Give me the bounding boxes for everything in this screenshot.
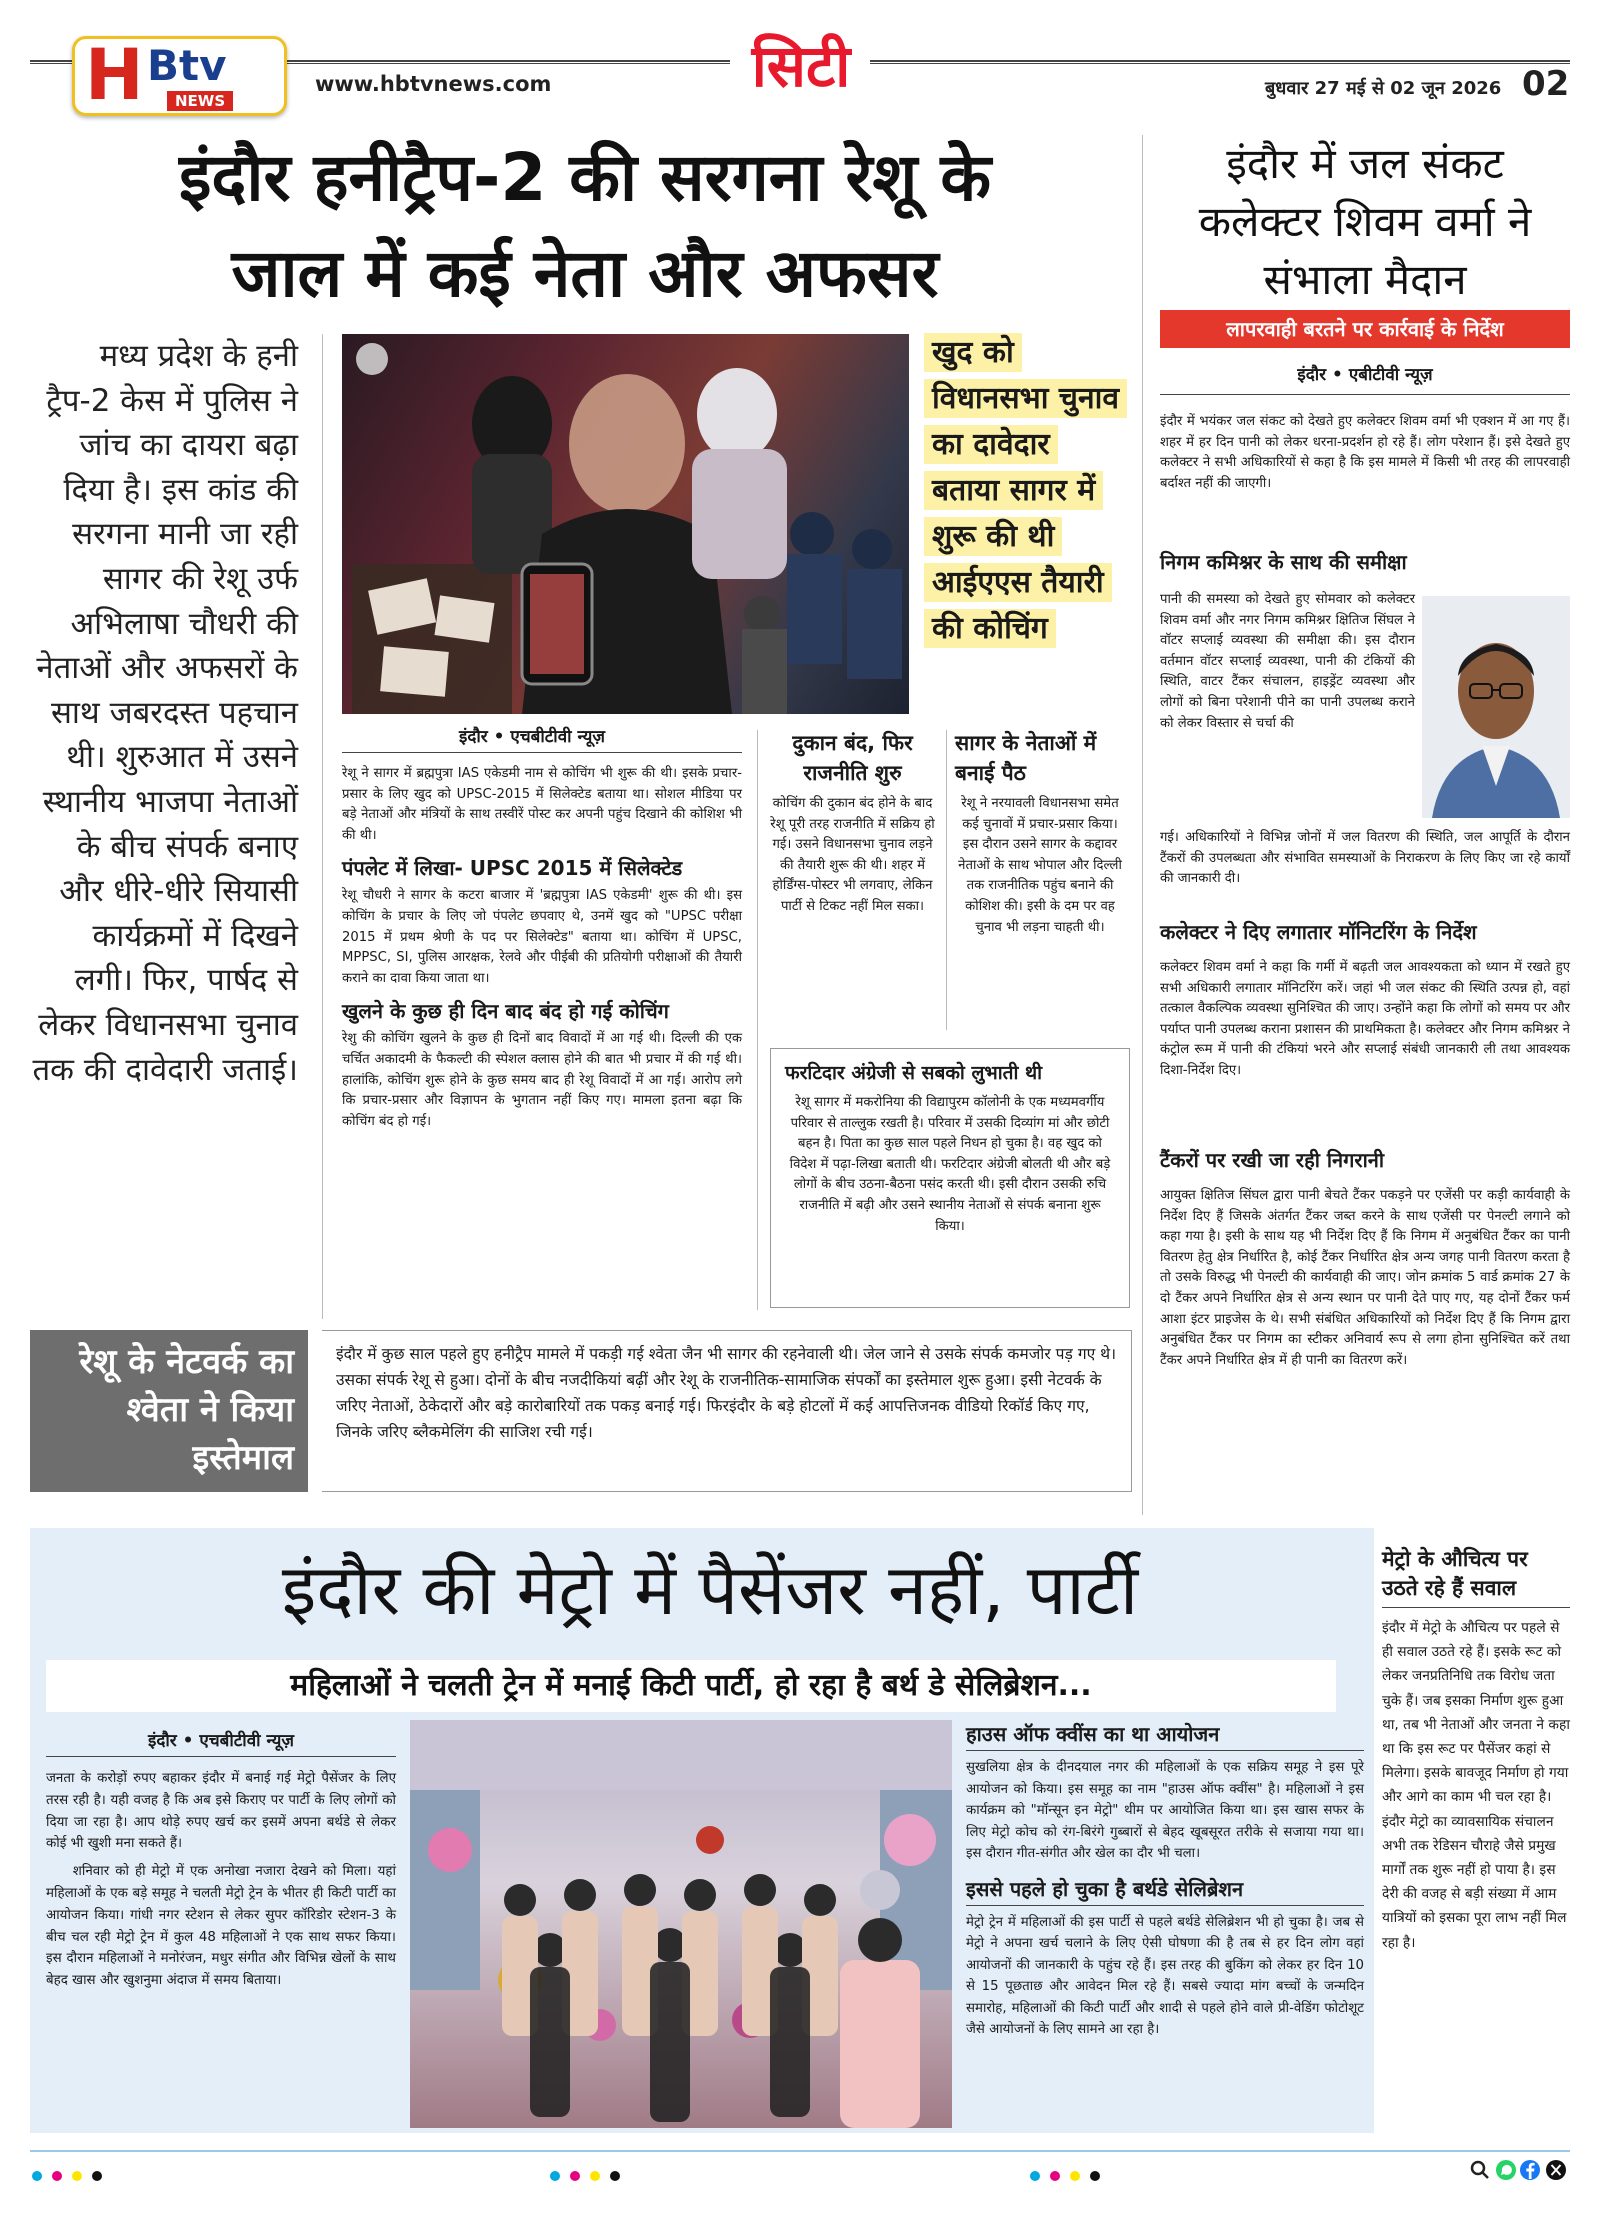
metro-para4: मेट्रो ट्रेन में महिलाओं की इस पार्टी से पहले बर्थडे सेलिब्रेशन भी हो चुका है। जब से मेट्रो ने अपना खर्च चलाने के लिए ऐसी घोषणा की है तब से हर दिन लोग वहां आयोजनों की जानकारी के पहुंच रहे हैं। इस तरह की बुकिंग को लेकर हर दिन 10 से 15 पूछताछ और आवेदन मिल रहे हैं। सबसे ज्यादा मांग बच्चों के जन्मदिन समारोह, महिलाओं की किटी पार्टी और शादी से पहले होने वाले प्री-वेडिंग फोटोशूट जैसे आयोजनों के लिए सामने आ रहा है। [966, 1914, 1364, 2037]
magenta-dot [1050, 2171, 1060, 2181]
yellow-dot [590, 2171, 600, 2181]
metro-para2: शनिवार को ही मेट्रो में एक अनोखा नजारा देखने को मिला। यहां महिलाओं के एक बड़े समूह ने चलती मेट्रो ट्रेन के भीतर ही किटी पार्टी का आयोजन किया। गांधी नगर स्टेशन से लेकर सुपर कॉरिडोर स्टेशन-3 के बीच चल रही मेट्रो ट्रेन में कुल 48 महिलाओं ने एक साथ सफर किया। इस दौरान महिलाओं ने मनोरंजन, मधुर संगीत और विभिन्न खेलों के साथ बेहद खास और खुशनुमा अंदाज में समय बिताया। [46, 1864, 396, 1989]
cyan-dot [1030, 2171, 1040, 2181]
metro-sub2-rule [966, 1905, 1364, 1906]
lead-col3 [955, 728, 1125, 938]
divider-col1 [757, 730, 758, 1310]
network-text: इंदौर में कुछ साल पहले हुए हनीट्रैप मामले में पकड़ी गई श्वेता जैन भी सागर की रहनेवाली थी। जेल जाने से उसके संपर्क कमजोर पड़ गए थे। उसका संपर्क रेशू से हुआ। दोनों के बीच नजदीकियां बढ़ीं और रेशू के राजनीतिक-सामाजिक संपर्कों का इस्तेमाल शुरू हुआ। इसी नेटवर्क के जरिए नेताओं, ठेकेदारों और बड़े कारोबारियों तक पकड़ बनाई गई। फिरइंदौर के बड़े होटलों में कई आपत्तिजनक वीडियो रिकॉर्ड किए गए, जिनके जरिए ब्लैकमेलिंग की साजिश रची गई। [322, 1330, 1132, 1492]
lead-para3: रेशु की कोचिंग खुलने के कुछ ही दिनों बाद विवादों में आ गई थी। दिल्ली की एक चर्चित अकादमी के फैकल्टी की स्पेशल क्लास होने की बात भी प्रचार में की गई थी। हालांकि, कोचिंग शुरू होने के कुछ समय बाद ही रेशू विवादों में आ गई। आरोप लगे कि प्रचार-प्रसार और विज्ञापन के भुगतान नहीं किए गए। मामला इतना बढ़ा कि कोचिंग बंद हो गई। [342, 1031, 742, 1129]
lead-headline-line1: इंदौर हनीट्रैप-2 की सरगना रेशू के [178, 139, 992, 216]
water-sub1: निगम कमिश्नर के साथ की समीक्षा [1160, 550, 1407, 574]
yellow-dot [72, 2171, 82, 2181]
facebook-icon[interactable] [1520, 2160, 1540, 2180]
lead-para2: रेशू चौधरी ने सागर के कटरा बाजार में 'ब्रह्मपुत्रा IAS एकेडमी' शुरू की थी। इस कोचिंग के प्रचार के लिए जो पंपलेट छपवाए थे, उनमें खुद को "UPSC परीक्षा 2015 में प्रथम श्रेणी के पद पर सिलेक्टेड" बताया था। कोचिंग में UPSC, MPPSC, SI, पुलिस आरक्षक, रेलवे और पीईबी की प्रतियोगी परीक्षाओं की तैयारी कराने का दावा किया जाता था। [342, 888, 742, 986]
lead-col3-text: रेशू ने नरयावली विधानसभा समेत कई चुनावों में प्रचार-प्रसार किया। इस दौरान उसने सागर के कद्दावर नेताओं के साथ भोपाल और दिल्ली तक राजनीतिक पहुंच बनाने की कोशिश की। इसी के दम पर वह चुनाव भी लड़ना चाहती थी। [958, 796, 1122, 935]
black-dot [610, 2171, 620, 2181]
lead-headline [40, 130, 1130, 322]
lead-byline-rule [342, 752, 742, 753]
water-para2b: गई। अधिकारियों ने विभिन्न जोनों में जल वितरण की स्थिति, जल आपूर्ति के दौरान टैंकरों की उपलब्धता और संभावित समस्याओं के निराकरण के लिए किए जा रहे कार्यों की जानकारी दी। [1160, 830, 1570, 887]
metro-subhead: महिलाओं ने चलती ट्रेन में मनाई किटी पार्टी, हो रहा है बर्थ डे सेलिब्रेशन... [46, 1660, 1336, 1712]
metro-col3 [966, 1720, 1364, 2041]
section-name: सिटी [751, 32, 851, 100]
water-headline: इंदौर में जल संकट कलेक्टर शिवम वर्मा ने संभाला मैदान [1198, 139, 1532, 304]
metro-sidebar [1382, 1545, 1570, 1955]
print-marks-center-left [550, 2166, 630, 2185]
magenta-dot [52, 2171, 62, 2181]
page-number: 02 [1522, 64, 1570, 104]
water-byline-rule [1160, 394, 1570, 395]
lead-body-col1 [342, 764, 742, 1138]
yellow-dot [1070, 2171, 1080, 2181]
collector-photo-illustration [1422, 596, 1570, 818]
whatsapp-icon[interactable] [1496, 2160, 1516, 2180]
hbtv-logo[interactable] [72, 36, 287, 116]
search-icon[interactable] [1472, 2162, 1488, 2178]
water-banner: लापरवाही बरतने पर कार्रवाई के निर्देश [1160, 310, 1570, 348]
lead-col2-text: कोचिंग की दुकान बंद होने के बाद रेशू पूरी तरह राजनीति में सक्रिय हो गई। उसने विधानसभा चुनाव लड़ने की तैयारी शुरू की थी। शहर में होर्डिंग्स-पोस्टर भी लगवाए, लेकिन पार्टी से टिकट नहीं मिल सका। [770, 796, 935, 914]
metro-para3: सुखलिया क्षेत्र के दीनदयाल नगर की महिलाओं के एक सक्रिय समूह ने इस पूरे आयोजन को किया। इस समूह का नाम "हाउस ऑफ क्वींस" है। महिलाओं ने इस कार्यक्रम को "मॉन्सून इन मेट्रो" थीम पर आयोजित किया था। इस खास सफर के लिए मेट्रो कोच को रंग-बिरंगे गुब्बारों से बेहद खूबसूरत तरीके से सजाया गया था। इस दौरान गीत-संगीत और खेल का दौर भी चला। [966, 1760, 1364, 1861]
logo-h: H [85, 34, 144, 116]
lead-photo-illustration [342, 334, 909, 714]
lead-headline-line2: जाल में कई नेता और अफसर [231, 235, 939, 312]
network-label: रेशू के नेटवर्क का श्वेता ने किया इस्तेमाल [30, 1330, 308, 1492]
metro-sub1: हाउस ऑफ क्वींस का था आयोजन [966, 1722, 1220, 1746]
metro-byline: इंदौर • एचबीटीवी न्यूज़ [148, 1731, 294, 1751]
cyan-dot [550, 2171, 560, 2181]
metro-photo-illustration [410, 1720, 952, 2128]
logo-btv: Btv [147, 41, 227, 90]
lead-box-head: फरटिदार अंग्रेजी से सबको लुभाती थी [785, 1062, 1043, 1084]
water-sub2: कलेक्टर ने दिए लगातार मॉनिटरिंग के निर्देश [1160, 920, 1477, 944]
metro-para1: जनता के करोड़ों रुपए बहाकर इंदौर में बनाई गई मेट्रो पैसेंजर के लिए तरस रही है। यही वजह है कि अब इसे किराए पर पार्टी के लिए लोगों को दिया जा रहा है। आप थोड़े रुपए खर्च कर इसमें अपना बर्थडे से लेकर कोई भी खुशी मना सकते हैं। [46, 1771, 396, 1852]
metro-byline-rule [46, 1756, 396, 1757]
water-para3: कलेक्टर शिवम वर्मा ने कहा कि गर्मी में बढ़ती जल आवश्यकता को ध्यान में रखते हुए सभी अधिकारी लगातार मॉनिटरिंग करें। जहां भी जल संकट की स्थिति उत्पन्न हो, वहां तत्काल वैकल्पिक व्यवस्था सुनिश्चित की जाए। उन्होंने कहा कि लोगों को समय पर और पर्याप्त पानी उपलब्ध कराना प्रशासन की प्राथमिकता है। कलेक्टर और निगम कमिश्नर ने कंट्रोल रूम में पानी की टंकियां भरने और सप्लाई संबंधी जानकारी ली तथा आवश्यक दिशा-निर्देश दिए। [1160, 960, 1570, 1078]
magenta-dot [570, 2171, 580, 2181]
lead-col2-head: दुकान बंद, फिर राजनीति शुरु [792, 731, 913, 785]
water-sub3: टैंकरों पर रखी जा रही निगरानी [1160, 1148, 1385, 1172]
metro-sub1-rule [966, 1750, 1364, 1751]
black-dot [92, 2171, 102, 2181]
lead-highlight-text: खुद को विधानसभा चुनाव का दावेदार बताया सागर में शुरू की थी आईएएस तैयारी की कोचिंग [924, 333, 1127, 648]
footer-rule [30, 2150, 1570, 2152]
x-icon[interactable] [1546, 2160, 1566, 2180]
lead-photo [342, 334, 909, 714]
lead-info-box [770, 1048, 1130, 1308]
metro-side-head: मेट्रो के औचित्य पर उठते रहे हैं सवाल [1382, 1547, 1528, 1600]
divider-col2 [946, 730, 947, 1030]
metro-side-text: इंदौर में मेट्रो के औचित्य पर पहले से ही सवाल उठते रहे हैं। इसके रूट को लेकर जनप्रतिनिधि तक विरोध जता चुके हैं। जब इसका निर्माण शुरू हुआ था, तब भी नेताओं और जनता ने कहा था कि इस रूट पर पैसेंजर कहां से मिलेगा। इसके बावजूद निर्माण हो गया और आगे का काम भी चल रहा है। इंदौर मेट्रो का व्यावसायिक संचालन अभी तक रेडिसन चौराहे जैसे प्रमुख मार्गों तक शुरू नहीं हो पाया है। इस देरी की वजह से बड़ी संख्या में आम यात्रियों को इसका पूरा लाभ नहीं मिल रहा है। [1382, 1620, 1570, 1951]
print-marks-center-right [1030, 2166, 1110, 2185]
metro-side-rule [1382, 1607, 1570, 1608]
lead-sub2: खुलने के कुछ ही दिन बाद बंद हो गई कोचिंग [342, 999, 669, 1024]
divider-water [1142, 135, 1143, 1515]
lead-highlight-quote [924, 330, 1124, 652]
print-marks-left [32, 2166, 112, 2185]
water-para4: आयुक्त क्षितिज सिंघल द्वारा पानी बेचते टैंकर पकड़ने पर एजेंसी पर कड़ी कार्यवाही के निर्देश दिए हैं जिसके अंतर्गत टैंकर जब्त करने के साथ एजेंसी पर पेनल्टी लगाने को कहा गया है। इसी के साथ यह भी निर्देश दिए हैं कि निगम में अनुबंधित टैंकर का पानी वितरण हेतु क्षेत्र निर्धारित है, कोई टैंकर निर्धारित क्षेत्र अन्य जगह पानी वितरण करता है तो उसके विरुद्ध भी पेनल्टी की कार्यवाही की जाए। जोन क्रमांक 5 वार्ड क्रमांक 27 के दो टैंकर अपने निर्धारित क्षेत्र से अन्य स्थान पर पानी देते पाए गए, यह दोनों टैंकर फर्म आशा इंटर प्राइजेस के थे। सभी संबंधित अधिकारियों को निर्देश दिए हैं कि निगम द्वारा अनुबंधित टैंकर पर निगम का स्टीकर अनिवार्य रूप से लगा होना सुनिश्चित करें तथा टैंकर अपने निर्धारित क्षेत्र में ही पानी का वितरण करें। [1160, 1188, 1570, 1368]
water-para1: इंदौर में भयंकर जल संकट को देखते हुए कलेक्टर शिवम वर्मा भी एक्शन में आ गए हैं। शहर में हर दिन पानी को लेकर धरना-प्रदर्शन हो रहे हैं। लोग परेशान हैं। इसे देखते हुए कलेक्टर ने सभी अधिकारियों से कहा है कि इस मामले में किसी भी तरह की लापरवाही बर्दाश्त नहीं की जाएगी। [1160, 414, 1570, 491]
masthead [0, 0, 1600, 122]
lead-byline: इंदौर • एचबीटीवी न्यूज़ [459, 727, 605, 747]
masthead-rule-right [870, 60, 1570, 64]
metro-sub2: इससे पहले हो चुका है बर्थडे सेलिब्रेशन [966, 1876, 1244, 1901]
lead-intro: मध्य प्रदेश के हनी ट्रैप-2 केस में पुलिस ने जांच का दायरा बढ़ा दिया है। इस कांड की सरगना मानी जा रही सागर की रेशू उर्फ अभिलाषा चौधरी की नेताओं और अफसरों के साथ जबरदस्त पहचान थी। शुरुआत में उसने स्थानीय भाजपा नेताओं के बीच संपर्क बनाए और धीरे-धीरे सियासी कार्यक्रमों में दिखने लगी। फिर, पार्षद से लेकर विधानसभा चुनाव तक की दावेदारी जताई। [32, 338, 298, 1088]
water-byline: इंदौर • एबीटीवी न्यूज़ [1297, 365, 1433, 385]
lead-box-text: रेशू सागर में मकरोनिया की विद्यापुरम कॉलोनी के एक मध्यमवर्गीय परिवार से ताल्लुक रखती है। परिवार में उसकी दिव्यांग मां और छोटी बहन है। पिता का कुछ साल पहले निधन हो चुका है। वह खुद को विदेश में पढ़ा-लिखा बताती थी। फरटिदार अंग्रेजी बोलती थी और बड़े लोगों के बीच उठना-बैठना पसंद करती थी। इसी दौरान उसकी रुचि राजनीति में बढ़ी और उसने स्थानीय नेताओं से संपर्क बनाना शुरू किया। [789, 1095, 1111, 1234]
metro-headline: इंदौर की मेट्रो में पैसेंजर नहीं, पार्टी [281, 1549, 1139, 1631]
lead-sub1: पंपलेट में लिखा- UPSC 2015 में सिलेक्टेड [342, 856, 683, 881]
lead-para1: रेशू ने सागर में ब्रह्मपुत्रा IAS एकेडमी नाम से कोचिंग भी शुरू की थी। इसके प्रचार-प्रसार के लिए खुद को UPSC-2015 में सिलेक्टेड बताया था। सोशल मीडिया पर बड़े नेताओं और मंत्रियों के साथ तस्वीरें पोस्ट कर अपनी पहुंच दिखाने की कोशिश भी की थी। [342, 766, 742, 843]
divider-intro [322, 334, 323, 1319]
metro-photo [410, 1720, 952, 2128]
collector-photo [1422, 596, 1570, 818]
water-para2a: पानी की समस्या को देखते हुए सोमवार को कलेक्टर शिवम वर्मा और नगर निगम कमिश्नर क्षितिज सिंघल ने वॉटर सप्लाई व्यवस्था की समीक्षा की। इस दौरान वर्तमान वॉटर सप्लाई व्यवस्था, पानी की टंकियों की स्थिति, वाटर टैंकर संचालन, हाइड्रेंट व्यवस्था और लोगों को बिना परेशानी पीने का पानी उपलब्ध कराने को लेकर विस्तार से चर्चा की [1160, 592, 1415, 731]
issue-date: बुधवार 27 मई से 02 जून 2026 [1265, 78, 1502, 99]
lead-col3-head: सागर के नेताओं में बनाई पैठ [955, 731, 1097, 785]
metro-body-col1 [46, 1768, 396, 1998]
black-dot [1090, 2171, 1100, 2181]
website-url[interactable]: www.hbtvnews.com [315, 72, 552, 96]
cyan-dot [32, 2171, 42, 2181]
social-icons [1468, 2158, 1570, 2182]
logo-news: NEWS [167, 91, 233, 111]
lead-col2 [770, 728, 935, 918]
